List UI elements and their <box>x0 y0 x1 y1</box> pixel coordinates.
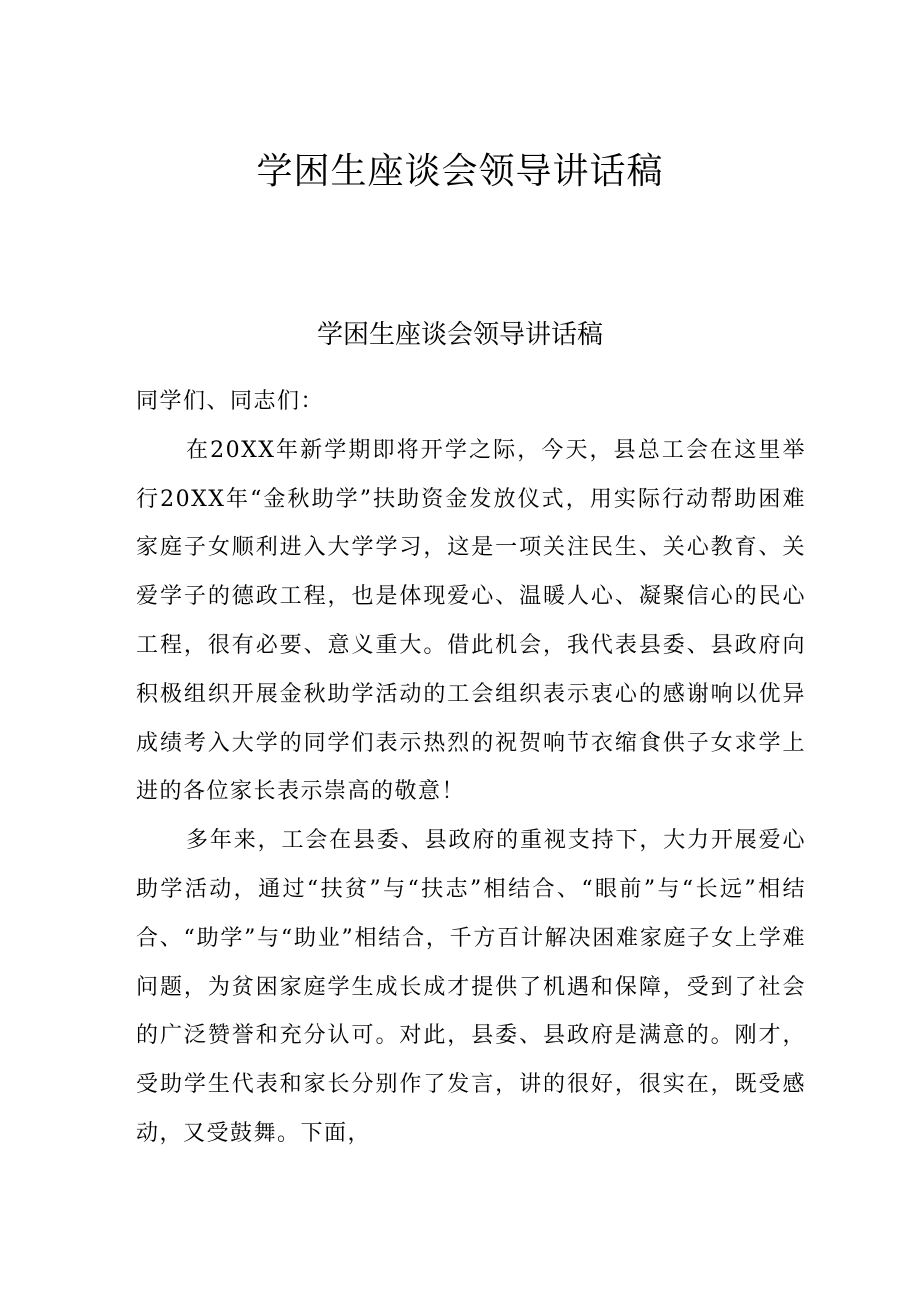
speech-body <box>136 378 806 1159</box>
document-title: 学困生座谈会领导讲话稿 <box>256 151 664 192</box>
salutation: 同学们、同志们： <box>136 389 325 414</box>
paragraph-1: 在20XX年新学期即将开学之际，今天，县总工会在这里举行20XX年“金秋助学”扶助资金发放仪式，用实际行动帮助困难家庭子女顺利进入大学学习，这是一项关注民生、关心教育、关爱学子的德政工程，也是体现爱心、温暖人心、凝聚信心的民心工程，很有必要、意义重大。借此机会，我代表县委、县政府向积极组织开展金秋助学活动的工会组织表示衷心的感谢响以优异成绩考入大学的同学们表示热烈的祝贺响节衣缩食供子女求学上进的各位家长表示崇高的敬意！ <box>136 437 806 805</box>
speech-title: 学困生座谈会领导讲话稿 <box>316 320 603 350</box>
paragraph-2: 多年来，工会在县委、县政府的重视支持下，大力开展爱心助学活动，通过“扶贫”与“扶志”相结合、“眼前”与“长远”相结合、“助学”与“助业”相结合，千方百计解决困难家庭子女上学难问题，为贫困家庭学生成长成才提供了机遇和保障，受到了社会的广泛赞誉和充分认可。对此，县委、县政府是满意的。刚才，受助学生代表和家长分别作了发言，讲的很好，很实在，既受感动，又受鼓舞。下面， <box>136 828 806 1146</box>
